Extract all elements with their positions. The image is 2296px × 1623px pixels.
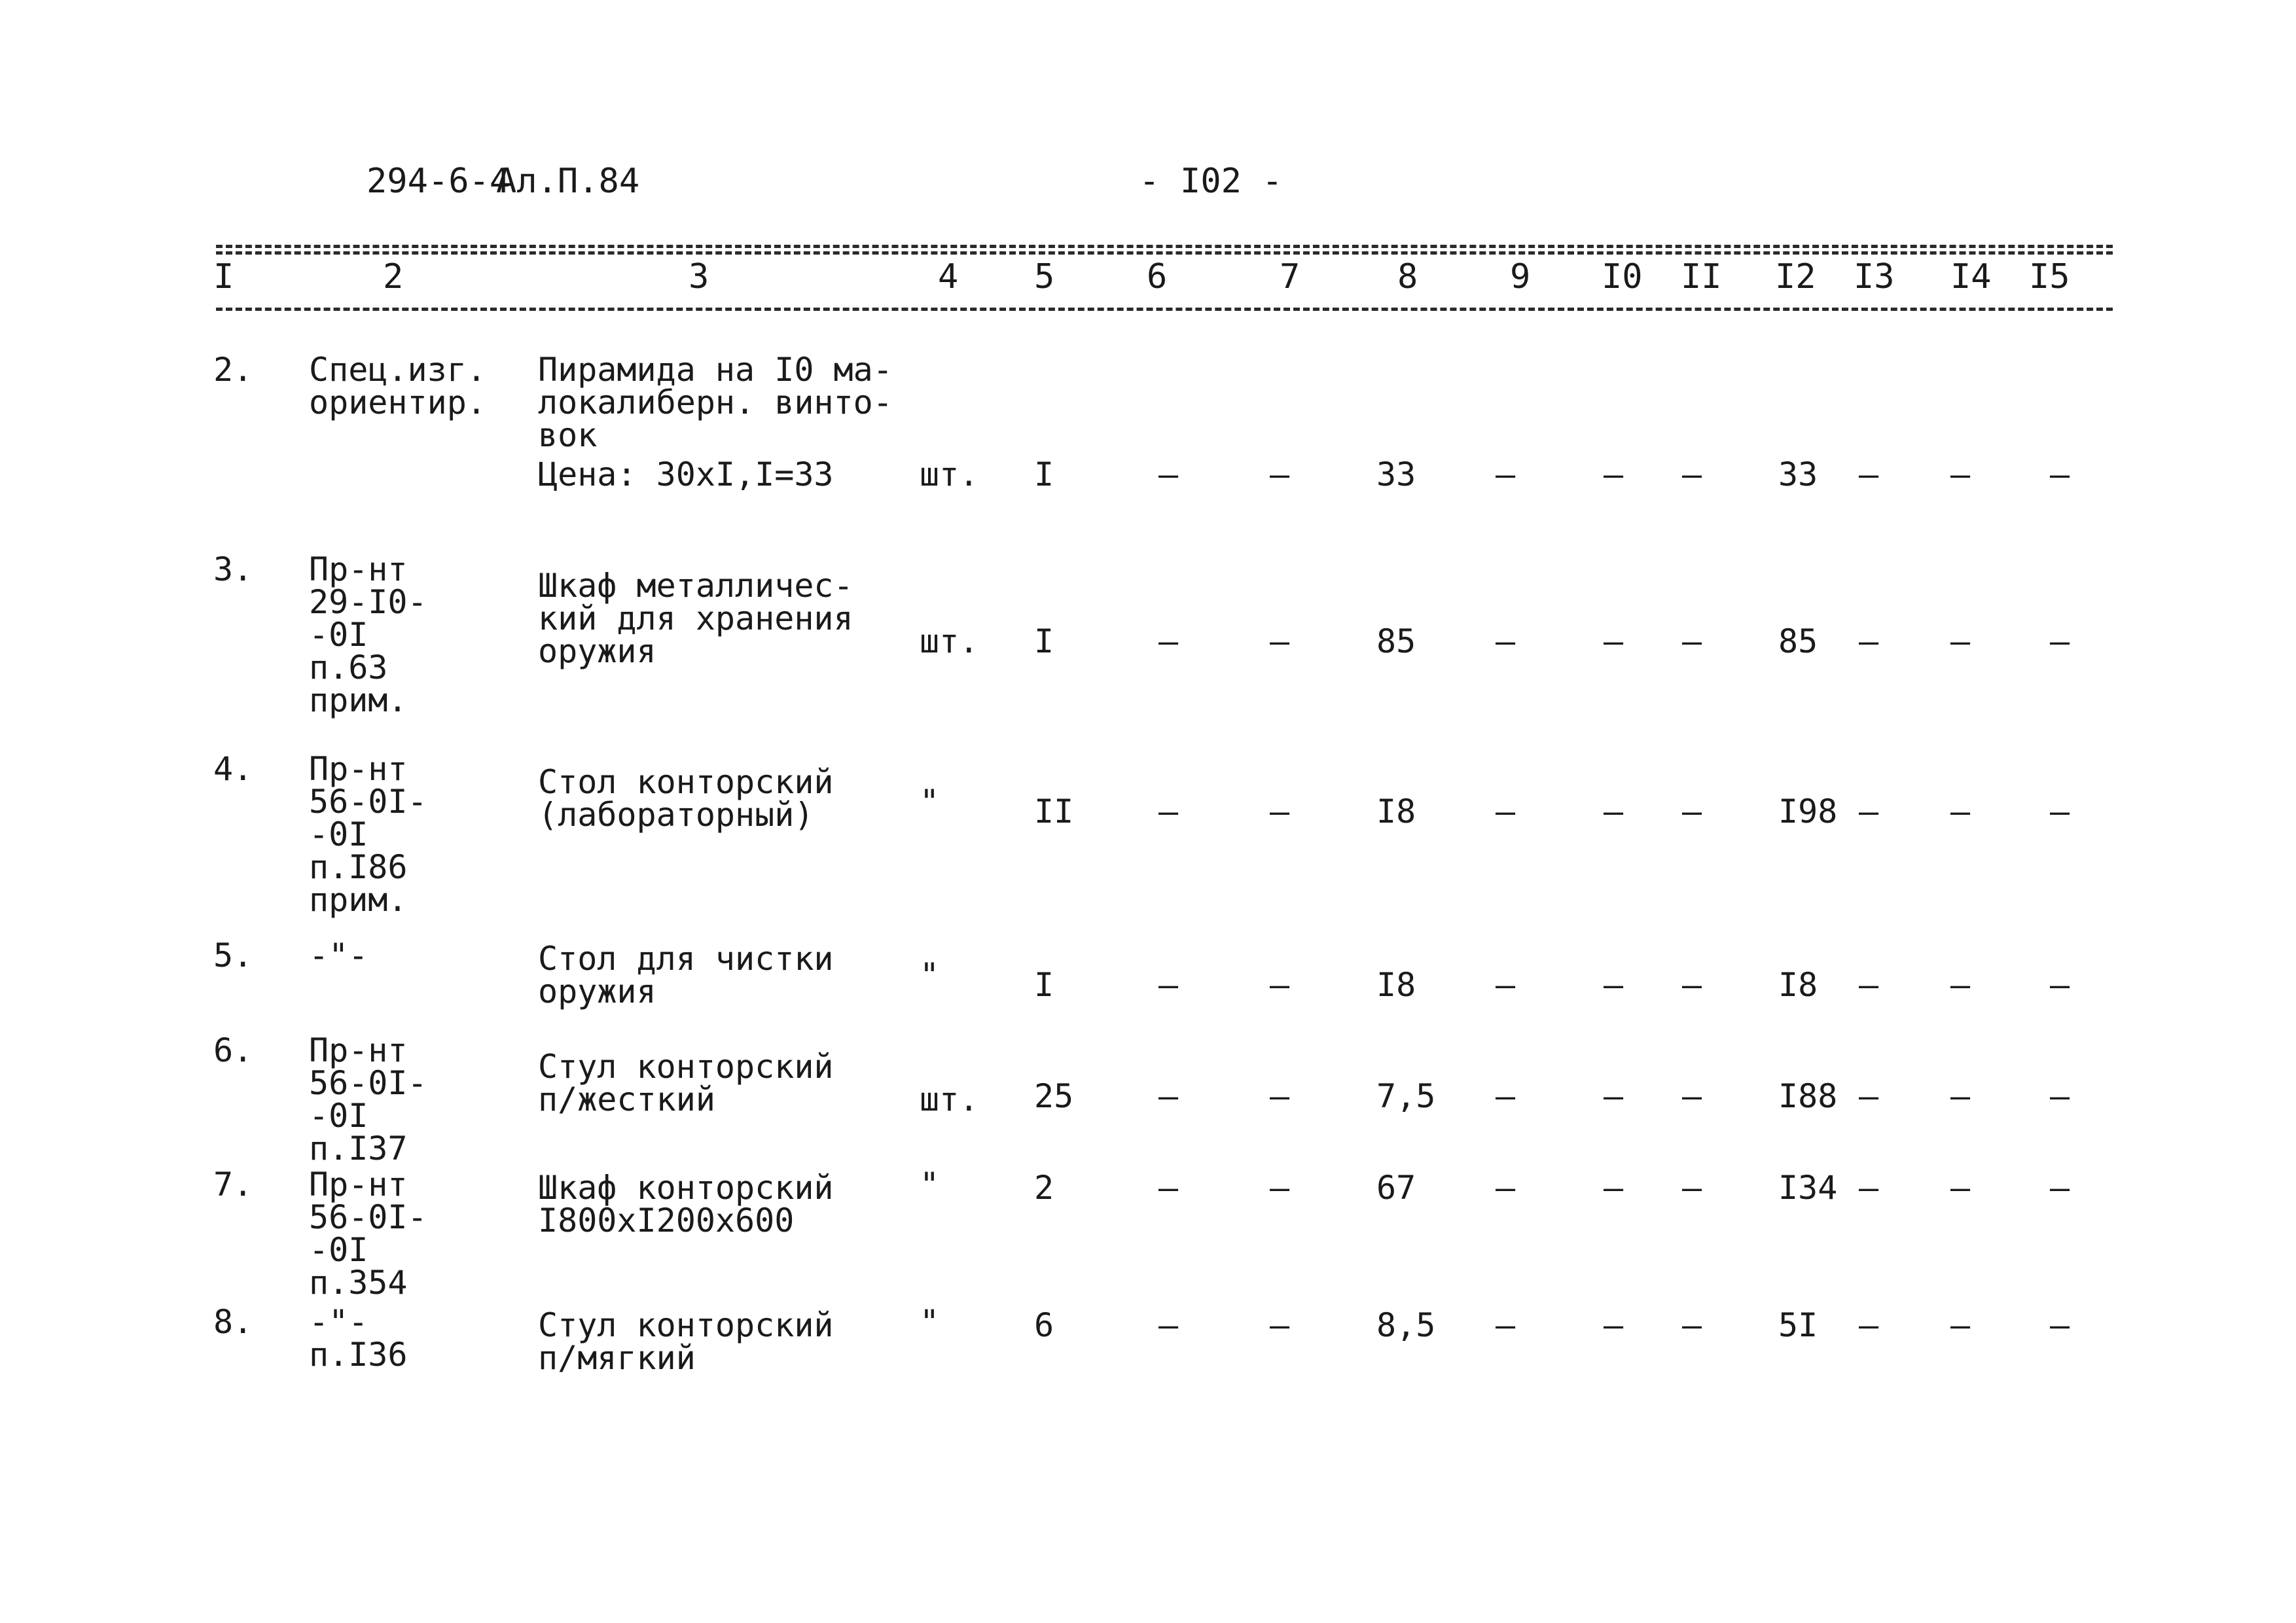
- row-col10: –: [1603, 622, 1624, 660]
- row-quantity: 25: [1034, 1077, 1074, 1115]
- row-col15: –: [2049, 1077, 2070, 1115]
- column-header: 3: [689, 257, 709, 296]
- row-col15: –: [2049, 622, 2070, 660]
- row-col9: –: [1495, 966, 1516, 1004]
- row-price: 85: [1376, 622, 1416, 660]
- row-col14: –: [1950, 1169, 1971, 1207]
- row-col10: –: [1603, 1306, 1624, 1344]
- column-header: 8: [1397, 257, 1418, 296]
- row-number: 4.: [213, 750, 253, 788]
- row-col13: –: [1858, 622, 1879, 660]
- table-header-bottom-rule: [216, 308, 2113, 311]
- row-name: Стул конторский п/мягкий: [538, 1306, 834, 1377]
- document-code: 294-6-4: [367, 162, 511, 201]
- row-col11: –: [1681, 455, 1702, 493]
- column-header: I5: [2029, 257, 2070, 296]
- row-source: -"-: [309, 936, 368, 974]
- row-unit: шт.: [920, 455, 979, 493]
- row-col13: –: [1858, 793, 1879, 830]
- row-quantity: I: [1034, 622, 1054, 660]
- row-col11: –: [1681, 622, 1702, 660]
- row-col10: –: [1603, 1169, 1624, 1207]
- row-col15: –: [2049, 793, 2070, 830]
- row-number: 5.: [213, 936, 253, 974]
- column-header: I2: [1775, 257, 1816, 296]
- row-quantity: 6: [1034, 1306, 1054, 1344]
- row-price: I8: [1376, 966, 1416, 1004]
- row-col15: –: [2049, 455, 2070, 493]
- row-col7: –: [1269, 455, 1290, 493]
- row-col11: –: [1681, 1306, 1702, 1344]
- row-quantity: II: [1034, 793, 1074, 830]
- row-col10: –: [1603, 793, 1624, 830]
- column-header: 7: [1280, 257, 1300, 296]
- row-source: Пр-нт 29-I0- -0I п.63 прим.: [309, 550, 427, 719]
- row-quantity: 2: [1034, 1169, 1054, 1207]
- row-quantity: I: [1034, 455, 1054, 493]
- row-col14: –: [1950, 793, 1971, 830]
- row-col7: –: [1269, 1169, 1290, 1207]
- row-col7: –: [1269, 793, 1290, 830]
- row-col9: –: [1495, 1077, 1516, 1115]
- row-col6: –: [1158, 455, 1179, 493]
- row-name: Стол для чистки оружия: [538, 940, 834, 1010]
- column-header: 9: [1510, 257, 1531, 296]
- row-col10: –: [1603, 966, 1624, 1004]
- table-top-rule: [216, 245, 2113, 248]
- row-col13: –: [1858, 1169, 1879, 1207]
- row-col14: –: [1950, 455, 1971, 493]
- row-source: Пр-нт 56-0I- -0I п.I37: [309, 1031, 427, 1168]
- row-price: 67: [1376, 1169, 1416, 1207]
- column-header: 6: [1147, 257, 1168, 296]
- row-col15: –: [2049, 1306, 2070, 1344]
- sheet-reference: Ал.П.84: [496, 162, 640, 201]
- row-source: Пр-нт 56-0I- -0I п.I86 прим.: [309, 750, 427, 919]
- row-number: 3.: [213, 550, 253, 588]
- row-unit: ": [920, 1166, 940, 1204]
- row-name: Стул конторский п/жесткий: [538, 1048, 834, 1118]
- row-col11: –: [1681, 1077, 1702, 1115]
- row-col13: –: [1858, 1306, 1879, 1344]
- row-col6: –: [1158, 793, 1179, 830]
- row-col9: –: [1495, 455, 1516, 493]
- row-source: Спец.изг. ориентир.: [309, 351, 486, 421]
- row-col11: –: [1681, 966, 1702, 1004]
- row-price: 8,5: [1376, 1306, 1436, 1344]
- row-col9: –: [1495, 1306, 1516, 1344]
- page-number: - I02 -: [1139, 162, 1283, 201]
- row-col13: –: [1858, 1077, 1879, 1115]
- row-col9: –: [1495, 622, 1516, 660]
- row-col7: –: [1269, 966, 1290, 1004]
- row-col10: –: [1603, 1077, 1624, 1115]
- row-col6: –: [1158, 1169, 1179, 1207]
- row-col7: –: [1269, 622, 1290, 660]
- row-price: 7,5: [1376, 1077, 1436, 1115]
- row-col13: –: [1858, 966, 1879, 1004]
- row-col7: –: [1269, 1306, 1290, 1344]
- row-source: -"- п.I36: [309, 1303, 408, 1374]
- row-unit: шт.: [920, 1080, 979, 1118]
- row-unit: ": [920, 1303, 940, 1341]
- column-header: I4: [1950, 257, 1992, 296]
- row-col6: –: [1158, 622, 1179, 660]
- row-number: 2.: [213, 351, 253, 389]
- row-price: 33: [1376, 455, 1416, 493]
- row-col9: –: [1495, 793, 1516, 830]
- column-header: I3: [1854, 257, 1895, 296]
- row-total: 85: [1778, 622, 1818, 660]
- column-header: I: [213, 257, 234, 296]
- row-name: Стол конторский (лабораторный): [538, 763, 834, 834]
- row-col14: –: [1950, 966, 1971, 1004]
- row-col11: –: [1681, 1169, 1702, 1207]
- row-number: 8.: [213, 1303, 253, 1341]
- row-col6: –: [1158, 1077, 1179, 1115]
- row-source: Пр-нт 56-0I- -0I п.354: [309, 1166, 427, 1302]
- row-unit: ": [920, 783, 940, 821]
- row-col15: –: [2049, 1169, 2070, 1207]
- column-header: 2: [383, 257, 404, 296]
- row-total: I98: [1778, 793, 1838, 830]
- row-price: I8: [1376, 793, 1416, 830]
- row-price-note: Цена: 30xI,I=33: [538, 455, 834, 493]
- column-header-row: [0, 254, 2296, 300]
- row-total: 33: [1778, 455, 1818, 493]
- row-name: Шкаф конторский I800xI200x600: [538, 1169, 834, 1240]
- column-header: 5: [1034, 257, 1055, 296]
- row-total: I88: [1778, 1077, 1838, 1115]
- row-col14: –: [1950, 622, 1971, 660]
- row-col14: –: [1950, 1306, 1971, 1344]
- row-col10: –: [1603, 455, 1624, 493]
- row-quantity: I: [1034, 966, 1054, 1004]
- row-number: 6.: [213, 1031, 253, 1069]
- row-col13: –: [1858, 455, 1879, 493]
- row-col9: –: [1495, 1169, 1516, 1207]
- row-col6: –: [1158, 1306, 1179, 1344]
- row-total: I34: [1778, 1169, 1838, 1207]
- row-name: Шкаф металличес- кий для хранения оружия: [538, 567, 853, 670]
- column-header: I0: [1602, 257, 1643, 296]
- row-col7: –: [1269, 1077, 1290, 1115]
- row-col14: –: [1950, 1077, 1971, 1115]
- row-col11: –: [1681, 793, 1702, 830]
- row-number: 7.: [213, 1166, 253, 1204]
- row-unit: ": [920, 956, 940, 994]
- row-total: 5I: [1778, 1306, 1818, 1344]
- row-unit: шт.: [920, 622, 979, 660]
- column-header: II: [1681, 257, 1722, 296]
- row-col6: –: [1158, 966, 1179, 1004]
- column-header: 4: [938, 257, 959, 296]
- row-total: I8: [1778, 966, 1818, 1004]
- row-name: Пирамида на I0 ма- локалиберн. винто- вок: [538, 351, 893, 454]
- row-col15: –: [2049, 966, 2070, 1004]
